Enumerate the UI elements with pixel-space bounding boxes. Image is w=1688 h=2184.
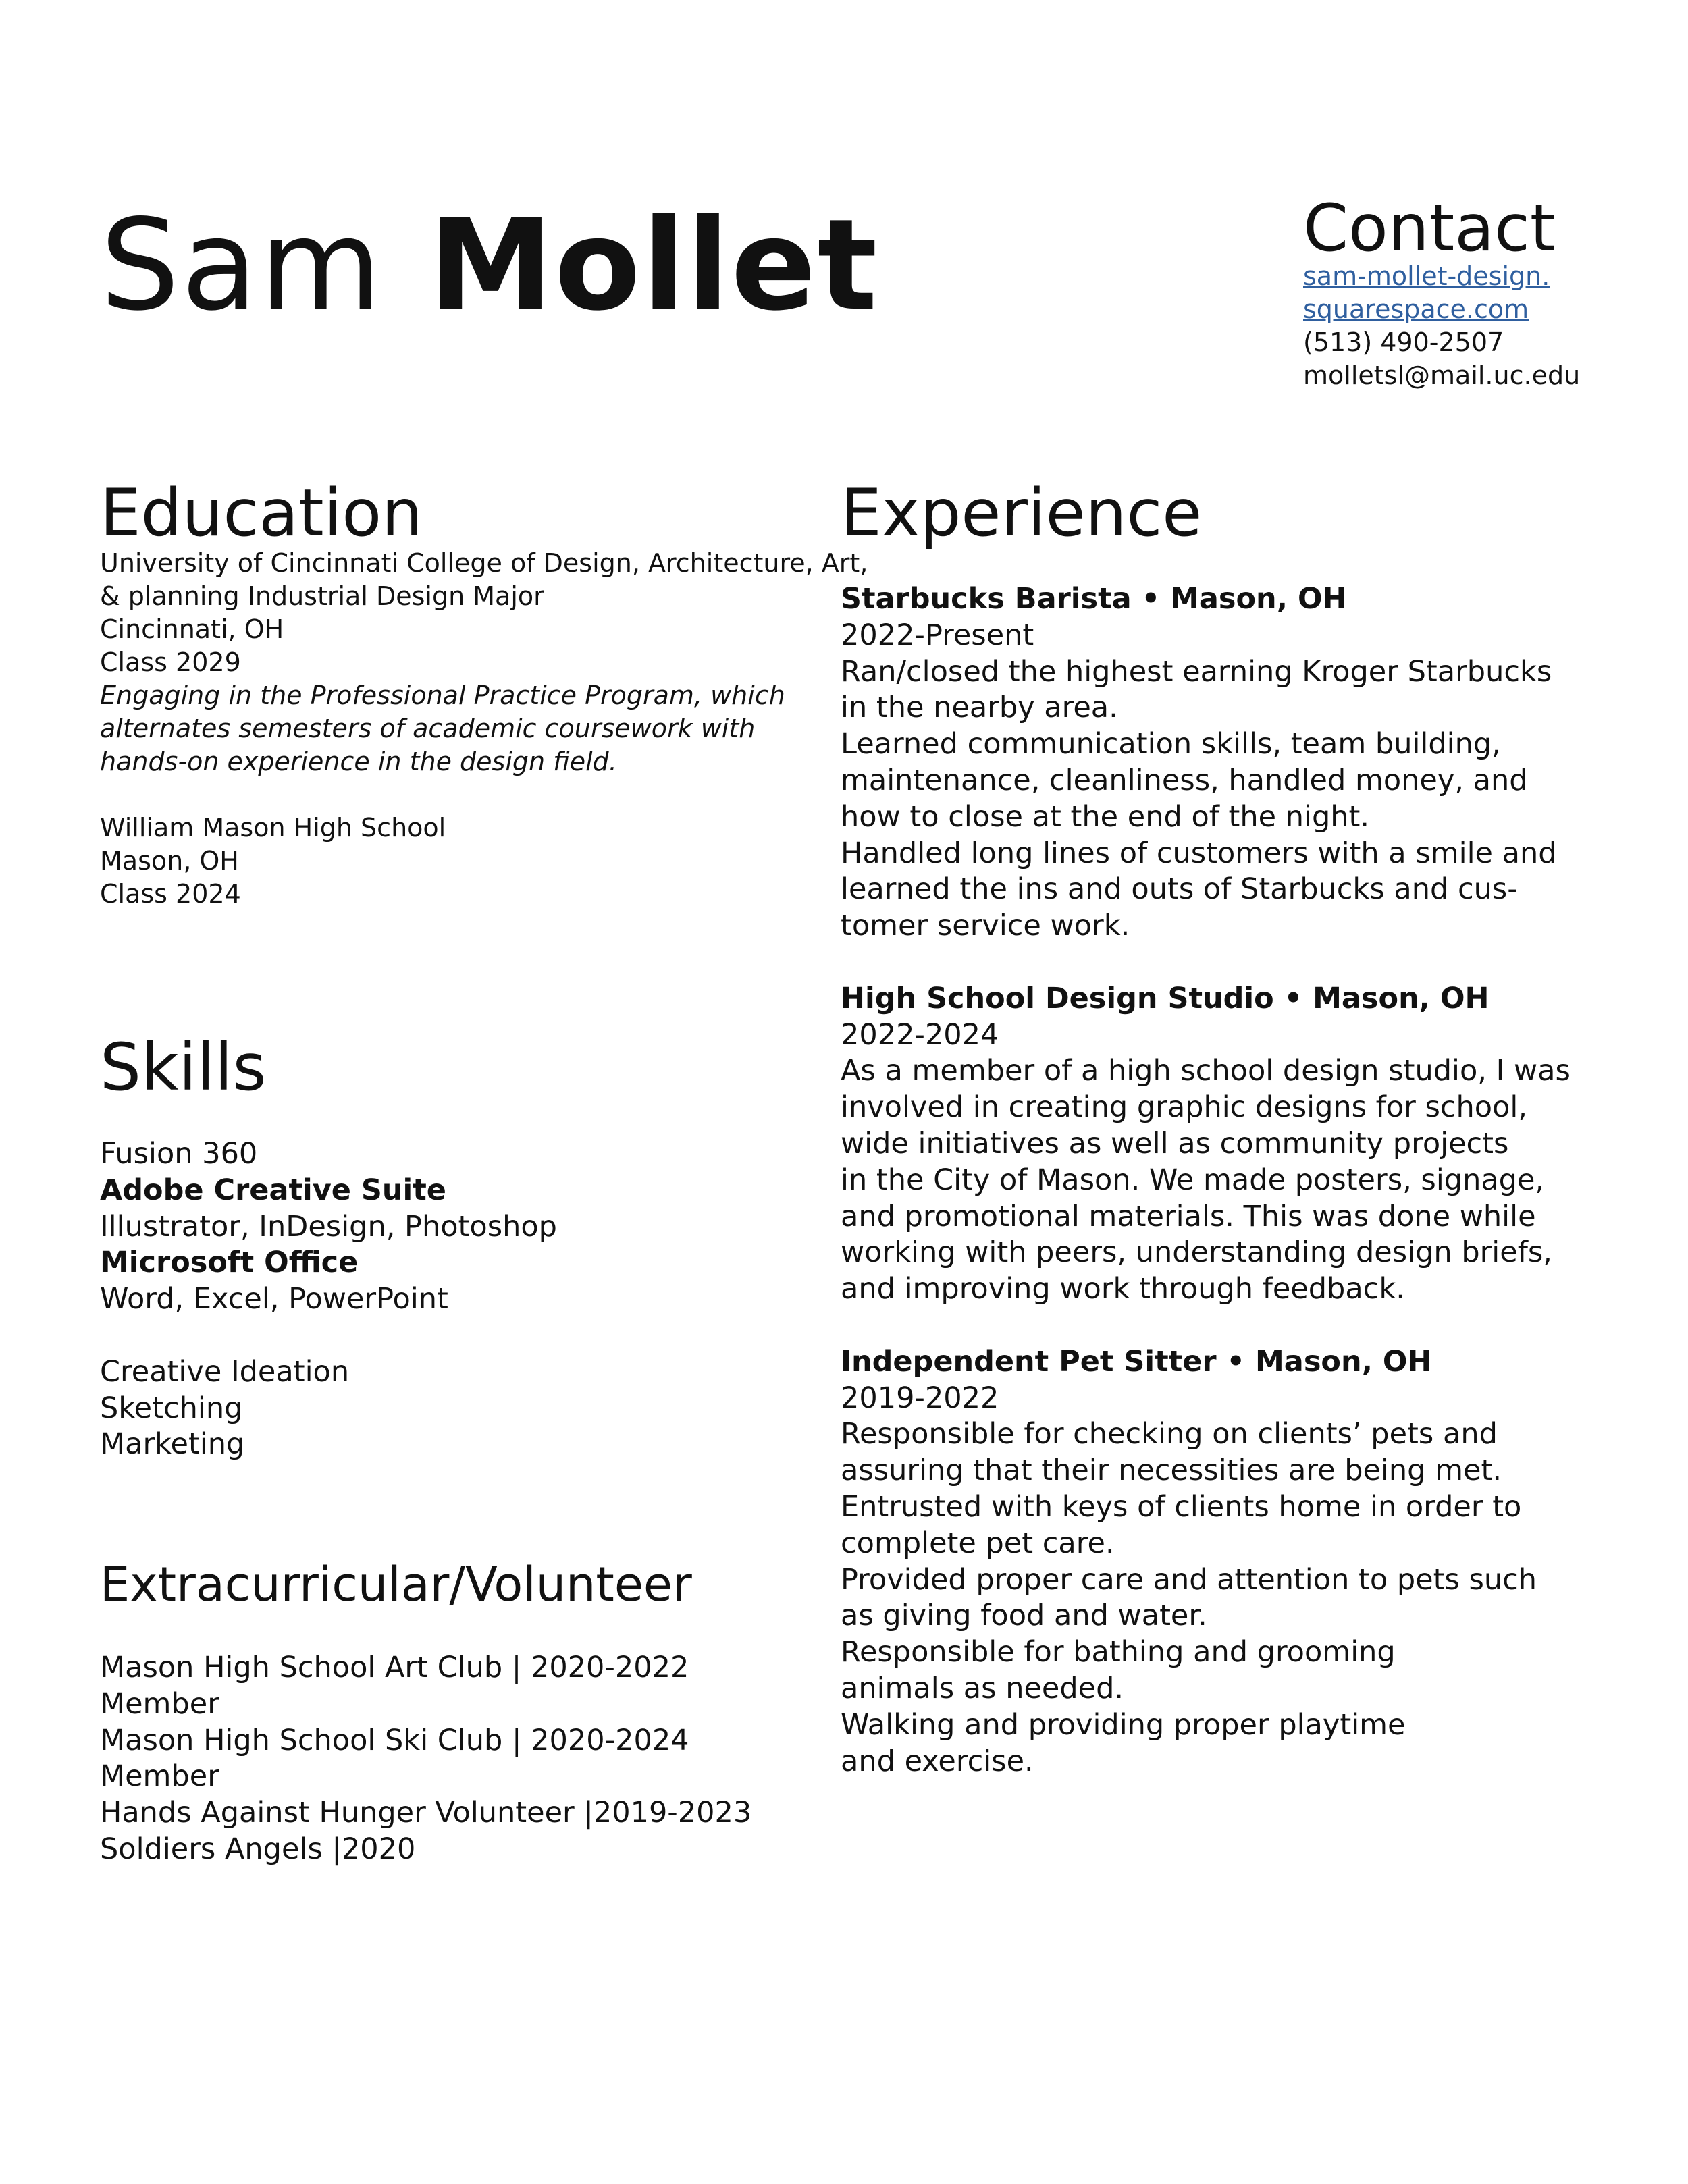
job-line: and promotional materials. This was done while: [841, 1199, 1536, 1233]
job-line: Ran/closed the highest earning Kroger Starbucks: [841, 654, 1552, 689]
job-line: complete pet care.: [841, 1526, 1115, 1560]
skill-item: Sketching: [100, 1391, 243, 1425]
job-line: how to close at the end of the night.: [841, 799, 1370, 834]
experience-section: [841, 581, 1571, 1780]
skills-title: Skills: [100, 1030, 267, 1105]
spacer: [100, 1318, 557, 1354]
job-line: as giving food and water.: [841, 1599, 1207, 1633]
job-line: Walking and providing proper playtime: [841, 1707, 1406, 1742]
extracurricular-line: Member: [100, 1686, 219, 1721]
education-title: Education: [100, 475, 423, 551]
job-line: animals as needed.: [841, 1671, 1124, 1705]
job-heading: High School Design Studio • Mason, OH: [841, 981, 1489, 1015]
extracurricular-line: Hands Against Hunger Volunteer |2019-2023: [100, 1796, 752, 1830]
education-line: University of Cincinnati College of Design, Architecture, Art,: [100, 548, 868, 578]
website-link-line1[interactable]: sam-mollet-design.: [1303, 261, 1550, 291]
job-line: and exercise.: [841, 1744, 1034, 1778]
experience-title: Experience: [841, 475, 1203, 551]
skill-item: Fusion 360: [100, 1137, 258, 1171]
extracurricular-line: Mason High School Art Club | 2020-2022: [100, 1651, 689, 1684]
education-line: Class 2024: [100, 879, 241, 909]
skills-section: [100, 1136, 557, 1463]
job-line: involved in creating graphic designs for school,: [841, 1090, 1528, 1125]
education-note: hands-on experience in the design field.: [100, 747, 617, 776]
skill-group-heading: Microsoft Office: [100, 1246, 359, 1280]
education-note: Engaging in the Professional Practice Program, which: [100, 681, 785, 710]
job-line: Learned communication skills, team building,: [841, 727, 1501, 762]
extracurricular-line: Soldiers Angels |2020: [100, 1832, 416, 1866]
skill-item: Creative Ideation: [100, 1354, 350, 1389]
job-line: in the City of Mason. We made posters, signage,: [841, 1163, 1545, 1197]
job-heading: Independent Pet Sitter • Mason, OH: [841, 1344, 1432, 1379]
education-note: alternates semesters of academic coursework with: [100, 714, 756, 743]
extracurricular-section: [100, 1650, 751, 1868]
phone-number: (513) 490-2507: [1303, 327, 1504, 357]
last-name: Mollet: [428, 192, 879, 338]
job-line: learned the ins and outs of Starbucks and cus-: [841, 872, 1518, 907]
job-line: Entrusted with keys of clients home in order to: [841, 1489, 1522, 1524]
email-address: molletsl@mail.uc.edu: [1303, 361, 1581, 390]
spacer: [841, 1308, 1571, 1344]
job-line: working with peers, understanding design briefs,: [841, 1235, 1552, 1270]
name-heading: [100, 192, 879, 338]
first-name: Sam: [100, 192, 384, 338]
job-line: in the nearby area.: [841, 691, 1118, 725]
extracurricular-title: Extracurricular/Volunteer: [100, 1557, 692, 1612]
education-line: William Mason High School: [100, 813, 446, 843]
education-line: Cincinnati, OH: [100, 614, 284, 644]
extracurricular-line: Mason High School Ski Club | 2020-2024: [100, 1723, 689, 1757]
job-line: assuring that their necessities are being met.: [841, 1454, 1502, 1488]
education-line: Class 2029: [100, 647, 241, 677]
job-line: Provided proper care and attention to pets such: [841, 1562, 1537, 1597]
education-line: & planning Industrial Design Major: [100, 581, 544, 611]
skill-item: Marketing: [100, 1427, 245, 1462]
skill-item: Illustrator, InDesign, Photoshop: [100, 1209, 557, 1244]
job-dates: 2022-2024: [841, 1017, 999, 1052]
website-link-line2[interactable]: squarespace.com: [1303, 294, 1529, 324]
education-section: [100, 547, 868, 911]
extracurricular-line: Member: [100, 1759, 219, 1794]
job-dates: 2019-2022: [841, 1381, 999, 1415]
job-line: Responsible for checking on clients’ pets and: [841, 1417, 1498, 1451]
job-heading: Starbucks Barista • Mason, OH: [841, 582, 1347, 616]
job-line: maintenance, cleanliness, handled money, and: [841, 763, 1528, 797]
education-line: Mason, OH: [100, 846, 239, 876]
job-line: Responsible for bathing and grooming: [841, 1635, 1396, 1670]
contact-title: Contact: [1303, 190, 1556, 266]
job-line: and improving work through feedback.: [841, 1272, 1405, 1306]
job-line: As a member of a high school design studio, I was: [841, 1054, 1571, 1088]
spacer: [841, 944, 1571, 981]
job-line: wide initiatives as well as community projects: [841, 1126, 1509, 1161]
skill-item: Word, Excel, PowerPoint: [100, 1282, 448, 1316]
job-line: tomer service work.: [841, 909, 1130, 943]
job-dates: 2022-Present: [841, 618, 1034, 652]
job-line: Handled long lines of customers with a smile and: [841, 836, 1557, 870]
contact-block: [1303, 260, 1580, 392]
spacer: [100, 778, 836, 811]
skill-group-heading: Adobe Creative Suite: [100, 1173, 446, 1207]
